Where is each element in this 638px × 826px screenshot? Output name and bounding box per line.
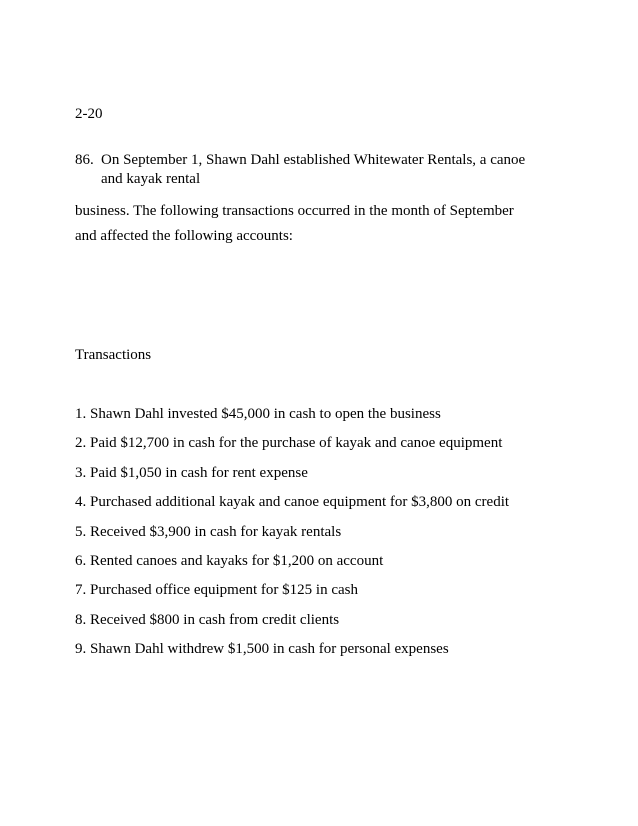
transaction-item: 7. Purchased office equipment for $125 in cash	[75, 582, 358, 599]
question-number: 86.	[75, 152, 94, 168]
transaction-item: 4. Purchased additional kayak and canoe equipment for $3,800 on credit	[75, 494, 510, 511]
transactions-list	[75, 404, 509, 669]
question-text-line2: and kayak rental	[101, 171, 201, 187]
transaction-item: 5. Received $3,900 in cash for kayak rentals	[75, 523, 342, 540]
question-text-line1: On September 1, Shawn Dahl established Whitewater Rentals, a canoe	[101, 152, 526, 168]
transaction-item: 2. Paid $12,700 in cash for the purchase of kayak and canoe equipment	[75, 435, 503, 452]
question-body-line2: and affected the following accounts:	[75, 228, 293, 244]
question-first-line	[75, 150, 525, 170]
transaction-item: 9. Shawn Dahl withdrew $1,500 in cash for personal expenses	[75, 641, 449, 658]
question-body-line1: business. The following transactions occurred in the month of September	[75, 203, 514, 219]
transactions-heading: Transactions	[75, 347, 152, 363]
transaction-item: 3. Paid $1,050 in cash for rent expense	[75, 464, 308, 481]
transaction-item: 8. Received $800 in cash from credit clients	[75, 611, 340, 628]
page-number: 2-20	[75, 106, 103, 122]
transaction-item: 1. Shawn Dahl invested $45,000 in cash to open the business	[75, 406, 441, 422]
transaction-item: 6. Rented canoes and kayaks for $1,200 on account	[75, 552, 384, 569]
